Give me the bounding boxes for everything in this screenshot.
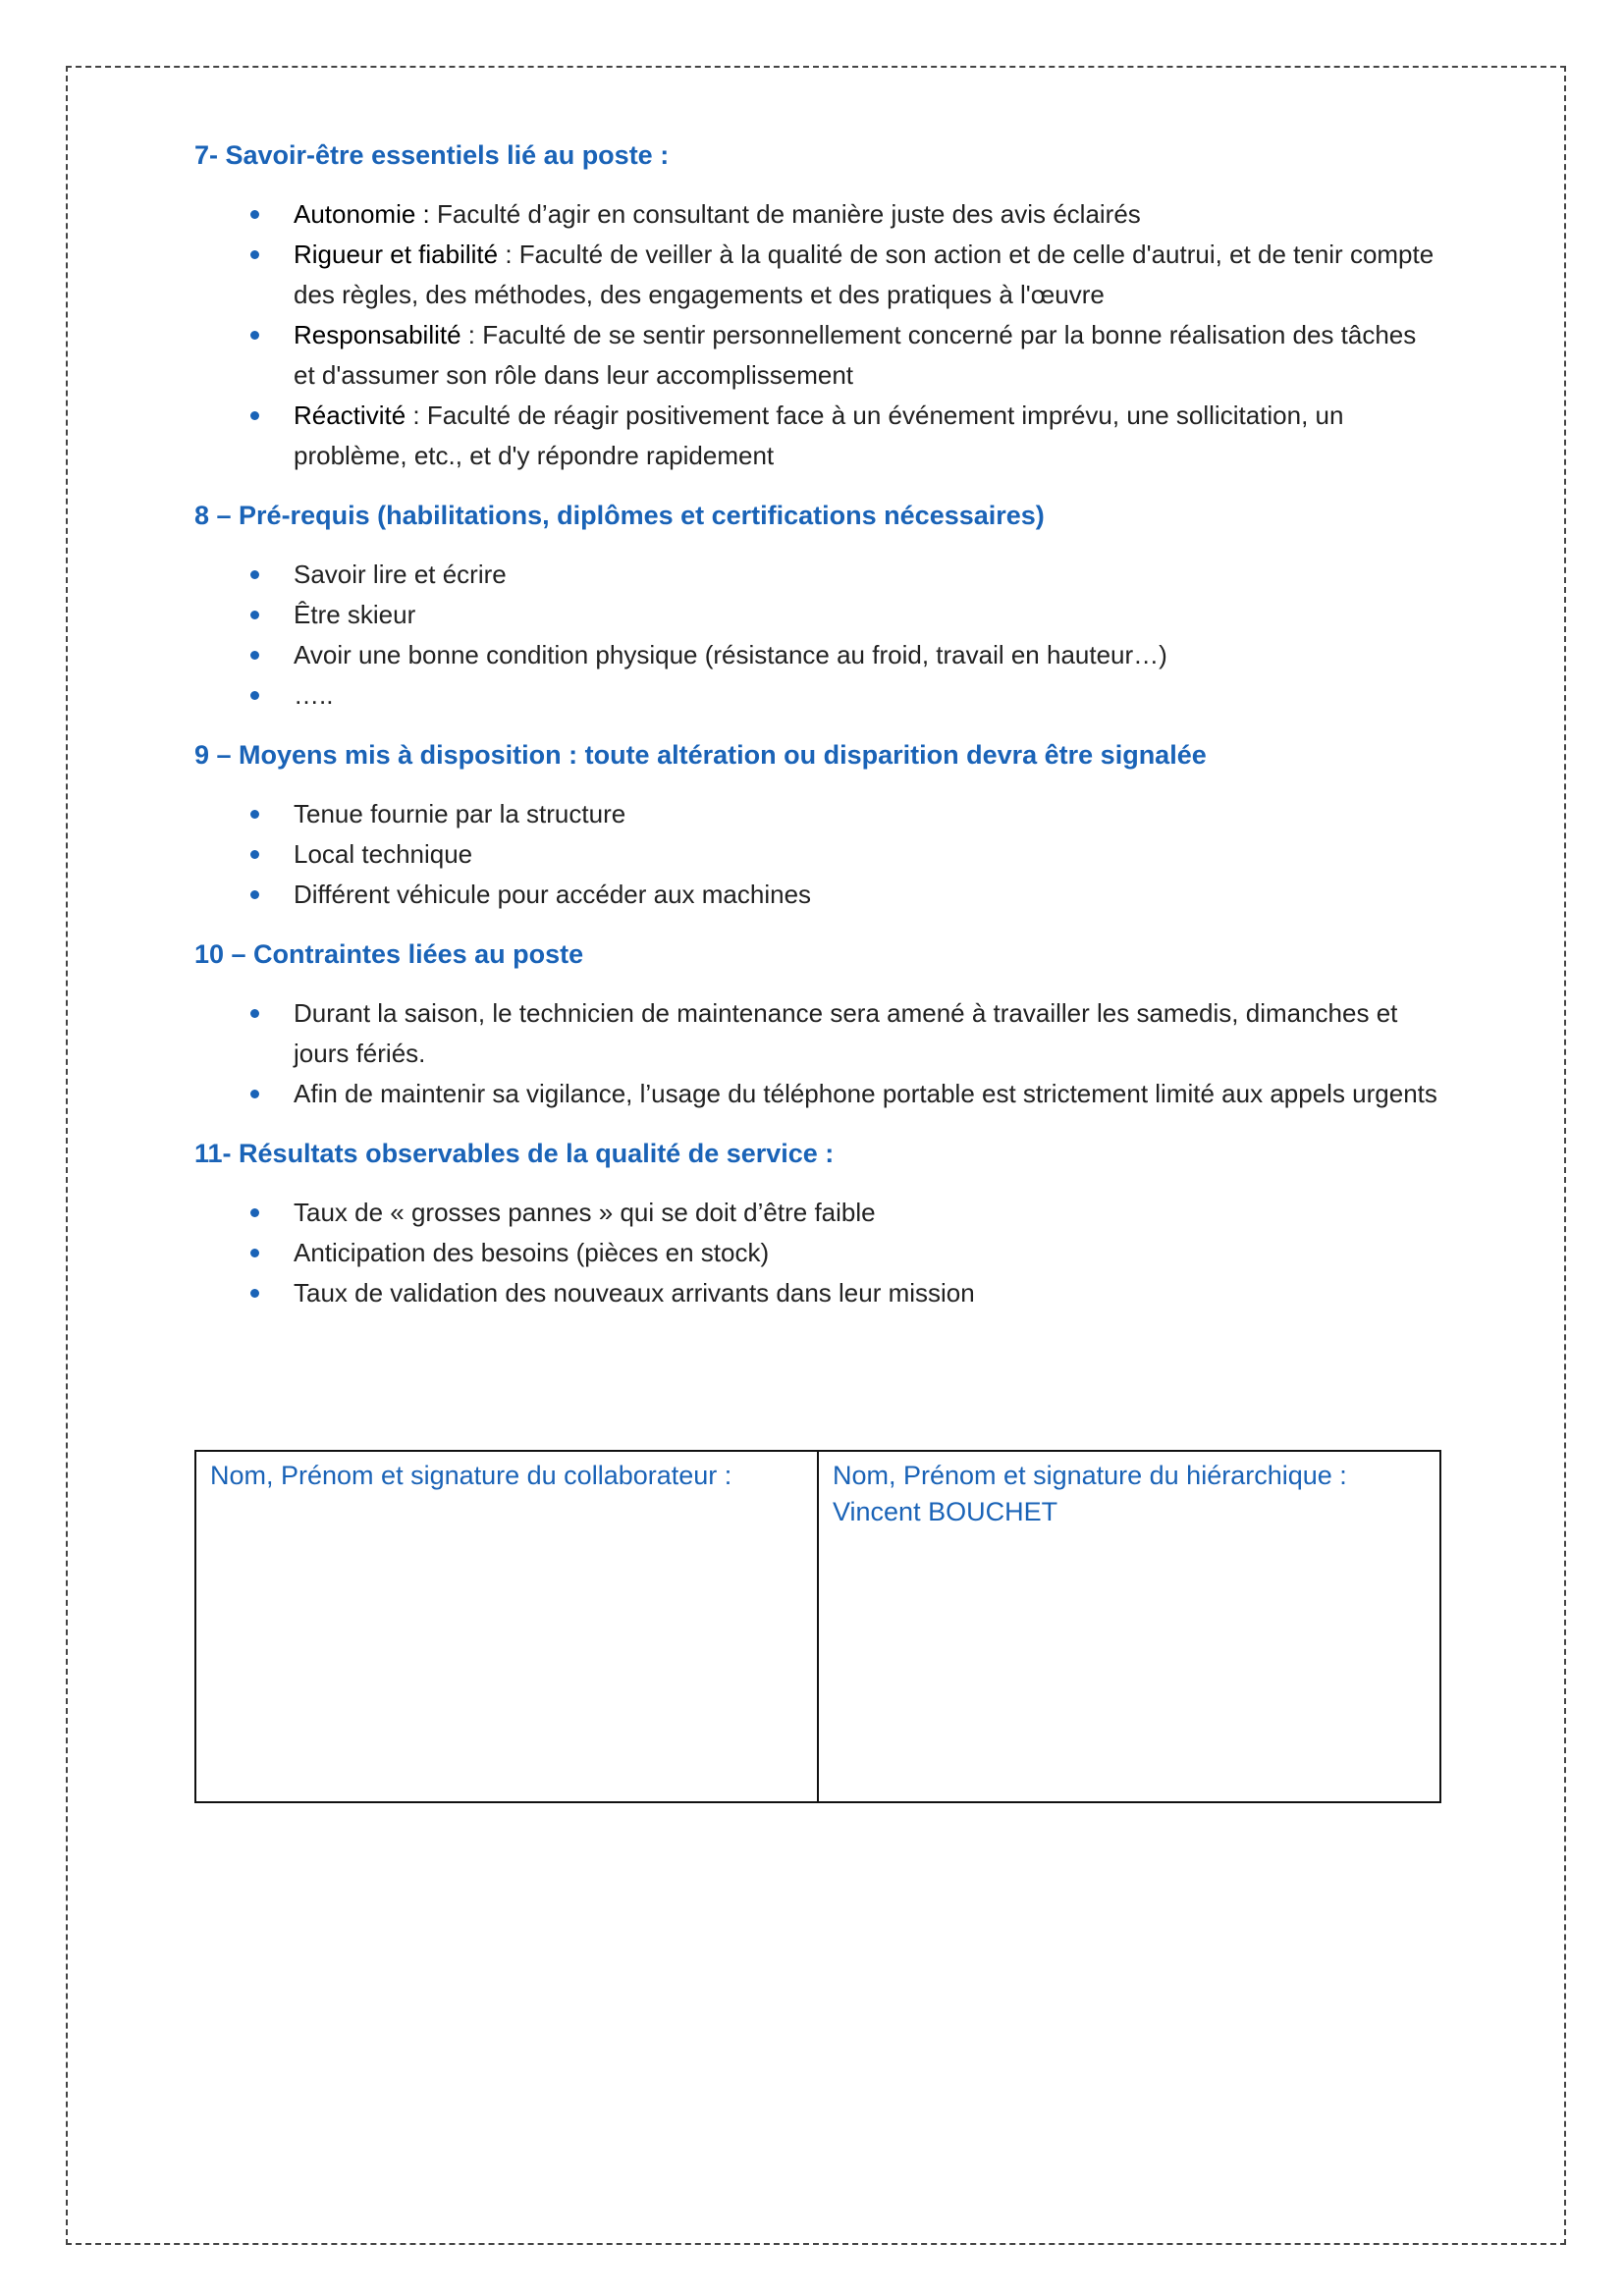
- manager-signature-cell[interactable]: [817, 1452, 1439, 1801]
- section-title-savoir-etre: 7- Savoir-être essentiels lié au poste :: [194, 140, 670, 170]
- collaborator-signature-label: Nom, Prénom et signature du collaborateur :: [210, 1461, 732, 1490]
- resultats-list: [194, 1193, 1441, 1313]
- manager-signature-label: Nom, Prénom et signature du hiérarchique :: [833, 1461, 1347, 1490]
- section-title-prerequis: 8 – Pré-requis (habilitations, diplômes et certifications nécessaires): [194, 501, 1045, 530]
- list-item: Anticipation des besoins (pièces en stock): [194, 1233, 1441, 1273]
- list-item: Afin de maintenir sa vigilance, l’usage du téléphone portable est strictement limité aux appels urgents: [194, 1074, 1441, 1114]
- item-term: Responsabilité: [294, 320, 461, 349]
- list-item: [194, 315, 1441, 396]
- section-title-moyens: 9 – Moyens mis à disposition : toute altération ou disparition devra être signalée: [194, 740, 1207, 770]
- item-text: : Faculté de se sentir personnellement concerné par la bonne réalisation des tâches et d'assumer son rôle dans leur accomplissement: [294, 320, 1417, 390]
- prerequis-list: [194, 555, 1441, 716]
- list-item: Tenue fournie par la structure: [194, 794, 1441, 834]
- list-item: Savoir lire et écrire: [194, 555, 1441, 595]
- document-body: [194, 137, 1441, 1335]
- item-text: : Faculté de veiller à la qualité de son action et de celle d'autrui, et de tenir compte des règles, des méthodes, des engagements et des pratiques à l'œuvre: [294, 240, 1435, 309]
- moyens-list: [194, 794, 1441, 915]
- item-term: Réactivité: [294, 400, 406, 430]
- list-item: Durant la saison, le technicien de maintenance sera amené à travailler les samedis, dimanches et jours fériés.: [194, 993, 1441, 1074]
- list-item: Taux de « grosses pannes » qui se doit d’être faible: [194, 1193, 1441, 1233]
- manager-name: Vincent BOUCHET: [833, 1497, 1058, 1526]
- list-item: [194, 235, 1441, 315]
- list-item: Local technique: [194, 834, 1441, 875]
- item-term: Autonomie :: [294, 199, 430, 229]
- section-title-resultats: 11- Résultats observables de la qualité de service :: [194, 1139, 835, 1168]
- list-item: Être skieur: [194, 595, 1441, 635]
- contraintes-list: [194, 993, 1441, 1114]
- item-text: Faculté d’agir en consultant de manière juste des avis éclairés: [429, 199, 1141, 229]
- list-item: Différent véhicule pour accéder aux machines: [194, 875, 1441, 915]
- list-item: …..: [194, 675, 1441, 716]
- savoir-etre-list: [194, 194, 1441, 476]
- list-item: [194, 396, 1441, 476]
- item-term: Rigueur et fiabilité: [294, 240, 499, 269]
- signature-table: [194, 1450, 1441, 1803]
- list-item: Taux de validation des nouveaux arrivants dans leur mission: [194, 1273, 1441, 1313]
- section-title-contraintes: 10 – Contraintes liées au poste: [194, 939, 584, 969]
- list-item: Avoir une bonne condition physique (résistance au froid, travail en hauteur…): [194, 635, 1441, 675]
- item-text: : Faculté de réagir positivement face à un événement imprévu, une sollicitation, un problème, etc., et d'y répondre rapidement: [294, 400, 1344, 470]
- collaborator-signature-cell[interactable]: [196, 1452, 817, 1801]
- list-item: [194, 194, 1441, 235]
